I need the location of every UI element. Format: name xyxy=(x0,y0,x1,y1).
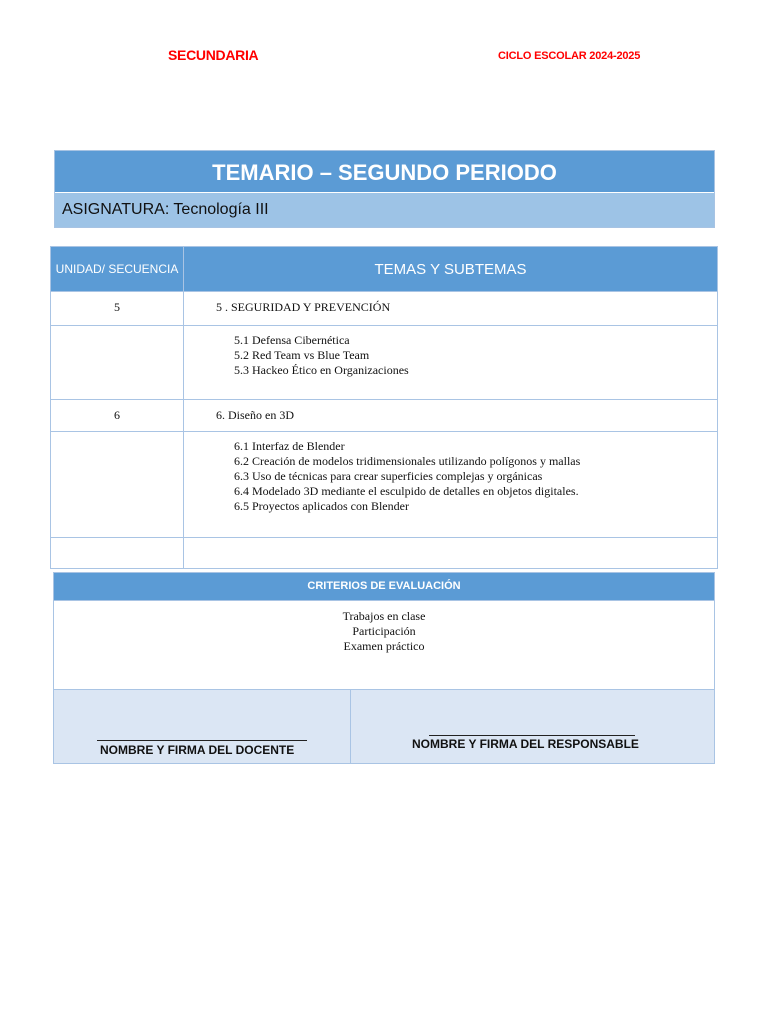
empty-cell xyxy=(51,538,184,569)
subtopic-item: 5.2 Red Team vs Blue Team xyxy=(234,348,370,362)
criterion-item: Examen práctico xyxy=(343,639,425,653)
subtopic-item: 6.4 Modelado 3D mediante el esculpido de detalles en objetos digitales. xyxy=(234,484,579,498)
criterion-item: Trabajos en clase xyxy=(342,609,426,623)
table-row xyxy=(51,400,718,432)
evaluation-criteria xyxy=(54,601,714,689)
table-row xyxy=(51,326,718,400)
subtopic-item: 5.3 Hackeo Ético en Organizaciones xyxy=(234,363,409,377)
signature-row xyxy=(54,689,714,763)
unit-number xyxy=(51,432,184,538)
unit-number xyxy=(51,326,184,400)
teacher-signature-line xyxy=(97,740,307,741)
responsible-signature-cell xyxy=(351,690,714,763)
column-header-topics: TEMAS Y SUBTEMAS xyxy=(184,247,718,292)
subtopic-item: 6.2 Creación de modelos tridimensionales utilizando polígonos y mallas xyxy=(234,454,581,468)
table-header-row xyxy=(51,247,718,292)
empty-cell xyxy=(184,538,718,569)
table-row-empty xyxy=(51,538,718,569)
column-header-unit: UNIDAD/ SECUENCIA xyxy=(51,247,184,292)
teacher-signature-cell xyxy=(54,690,351,763)
subtopic-item: 6.5 Proyectos aplicados con Blender xyxy=(234,499,409,513)
subtopic-item: 6.1 Interfaz de Blender xyxy=(234,439,345,453)
teacher-signature-label: NOMBRE Y FIRMA DEL DOCENTE xyxy=(100,743,295,757)
table-row xyxy=(51,432,718,538)
school-level: SECUNDARIA xyxy=(168,47,259,63)
topic-title: 6. Diseño en 3D xyxy=(184,400,718,432)
table-row xyxy=(51,292,718,326)
unit-number: 6 xyxy=(51,400,184,432)
document-title: TEMARIO – SEGUNDO PERIODO xyxy=(55,151,714,193)
criterion-item: Participación xyxy=(352,624,416,638)
unit-number: 5 xyxy=(51,292,184,326)
subtopic-list xyxy=(184,432,718,538)
subject-label: ASIGNATURA: Tecnología III xyxy=(55,193,714,227)
topic-title: 5 . SEGURIDAD Y PREVENCIÓN xyxy=(184,292,718,326)
topics-table xyxy=(50,246,718,569)
subtopic-item: 5.1 Defensa Cibernética xyxy=(234,333,350,347)
title-box xyxy=(54,150,715,228)
responsible-signature-label: NOMBRE Y FIRMA DEL RESPONSABLE xyxy=(412,737,639,751)
school-year: CICLO ESCOLAR 2024-2025 xyxy=(498,50,641,62)
evaluation-title: CRITERIOS DE EVALUACIÓN xyxy=(54,573,714,601)
subtopic-list xyxy=(184,326,718,400)
responsible-signature-line xyxy=(429,735,635,736)
evaluation-box xyxy=(53,572,715,764)
subtopic-item: 6.3 Uso de técnicas para crear superficies complejas y orgánicas xyxy=(234,469,543,483)
